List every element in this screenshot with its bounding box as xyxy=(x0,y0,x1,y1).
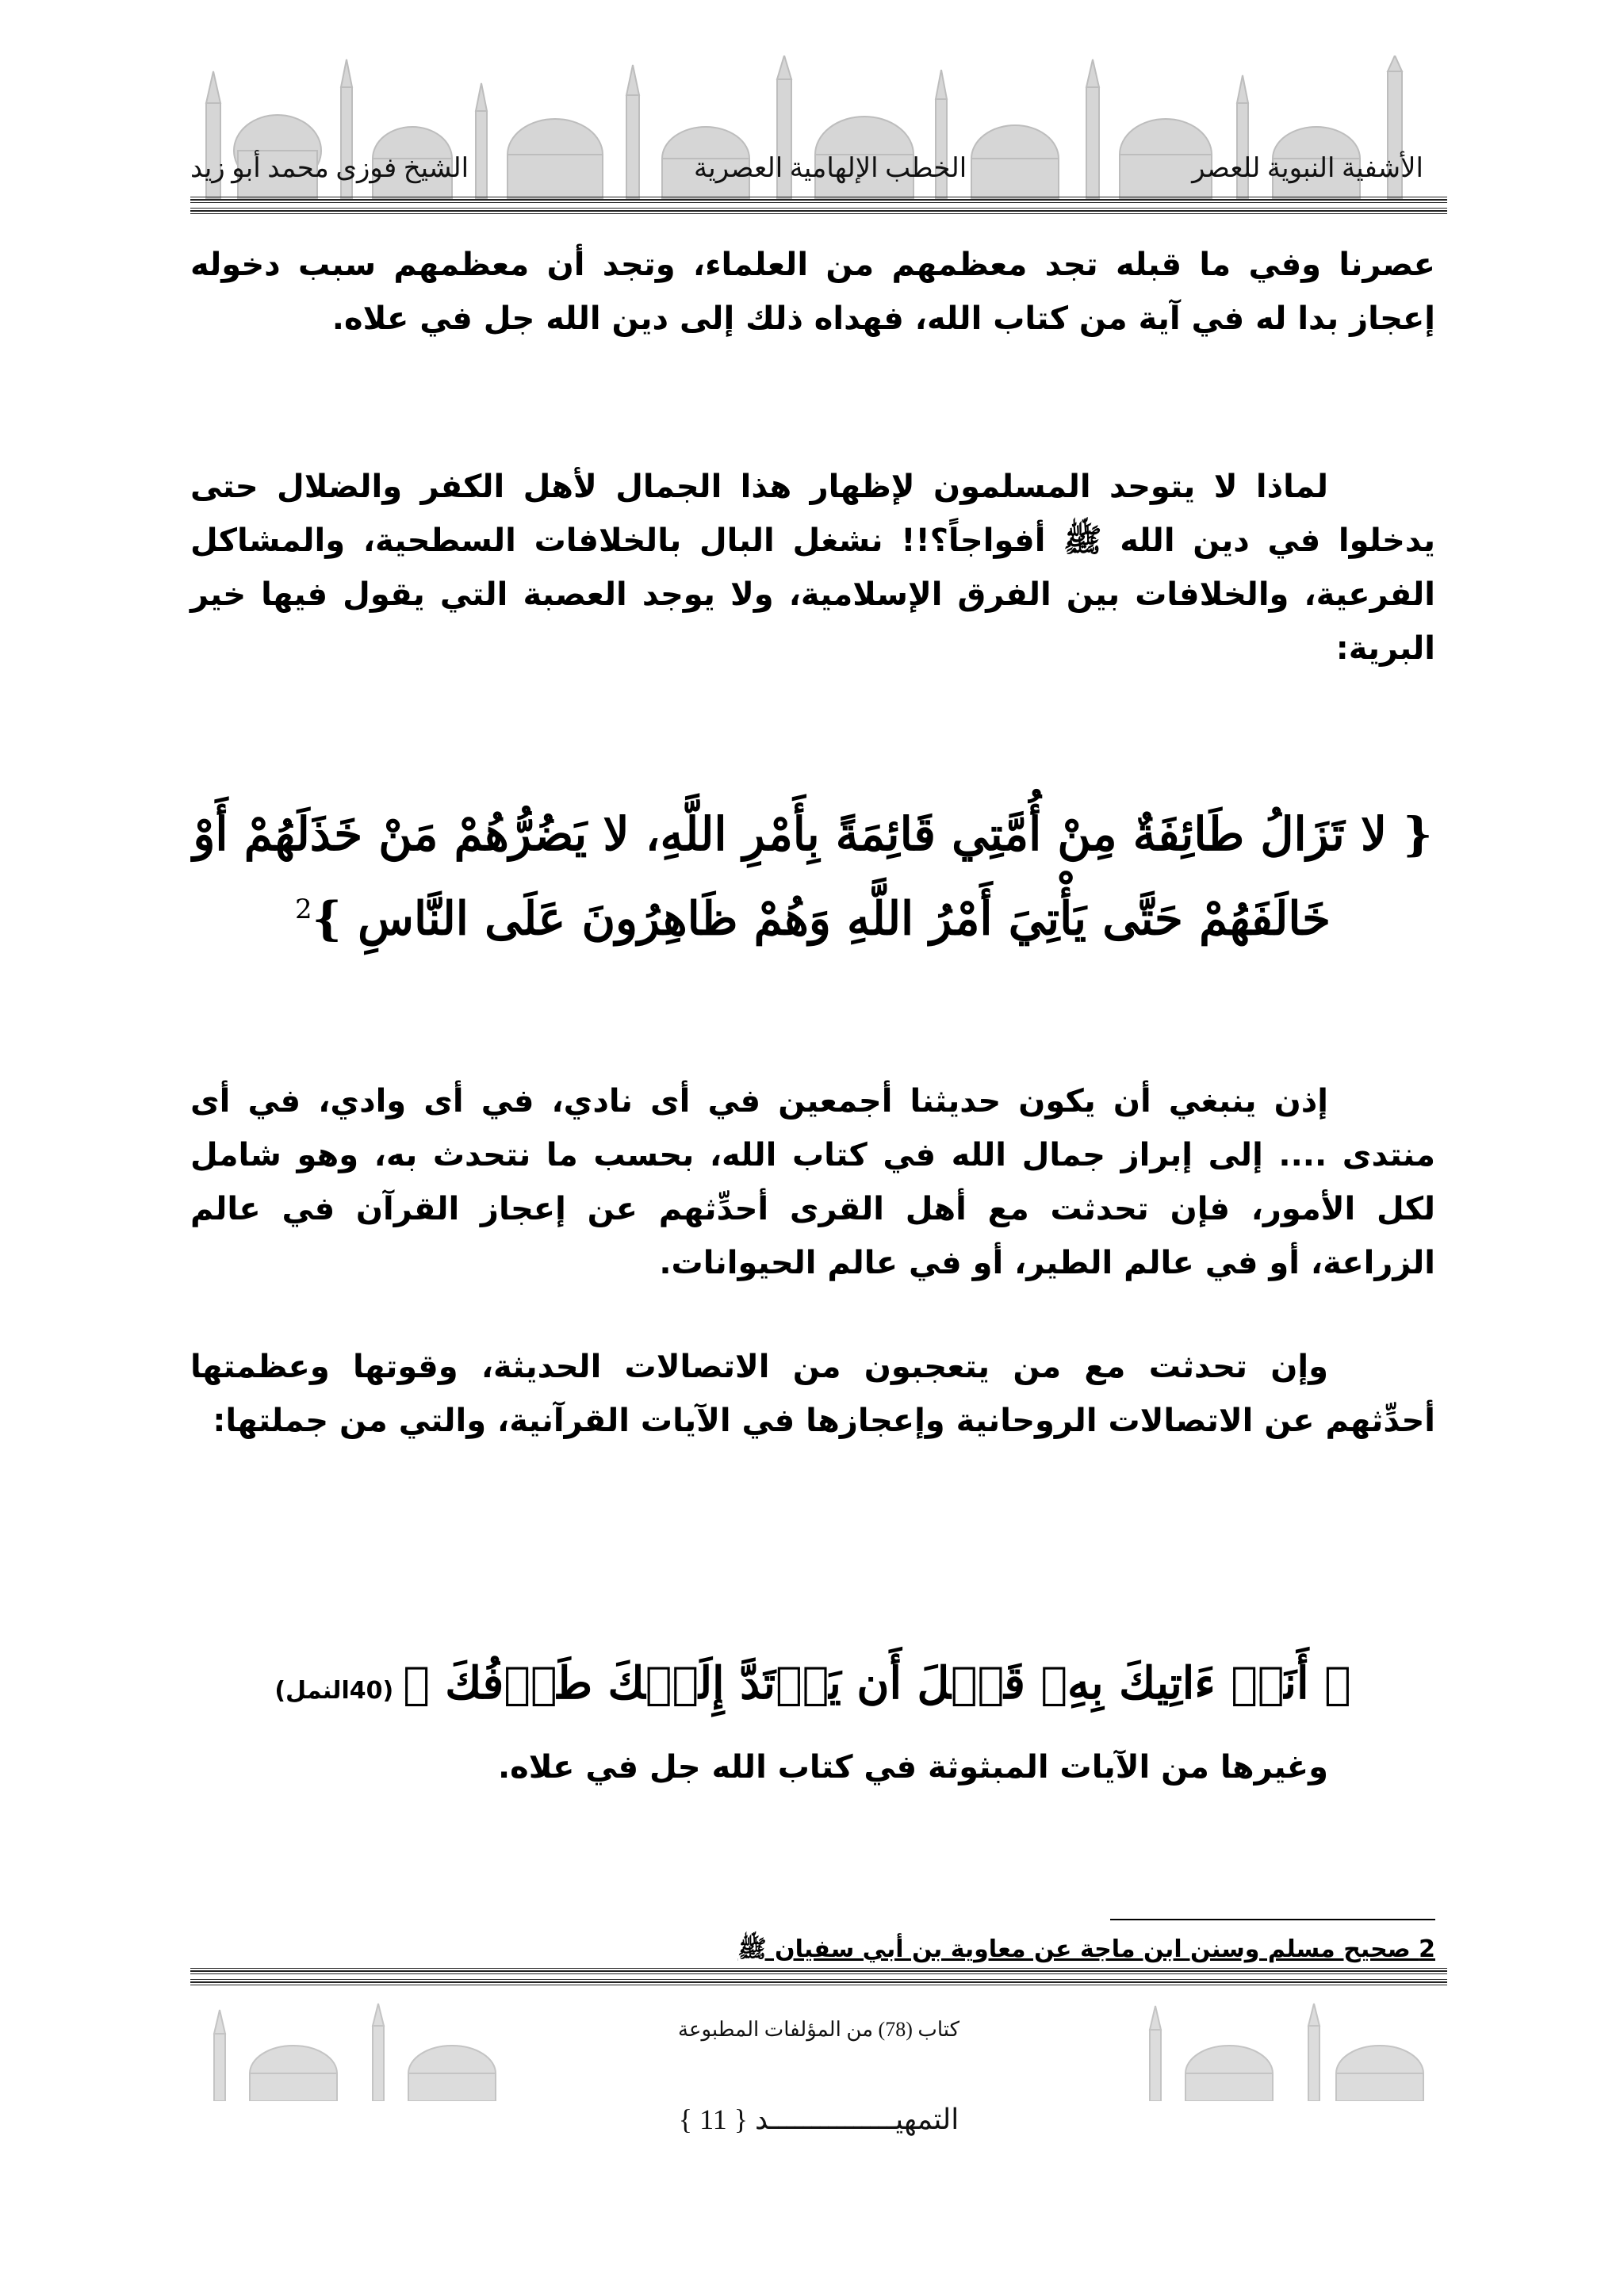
paragraph-1: عصرنا وفي ما قبله تجد معظمهم من العلماء، وتجد أن معظمهم سبب دخوله إعجاز بدا له في آية من كتاب الله، فهداه ذلك إلى دين الله جل في علاه. xyxy=(190,247,1435,337)
paragraph-5: وغيرها من الآيات المبثوثة في كتاب الله جل في علاه. xyxy=(497,1749,1328,1786)
hadith-quote xyxy=(190,797,1435,956)
verse-text: ﴿ أَنَا۠ ءَاتِيكَ بِهِۦ قَبۡلَ أَن يَرۡتَدَّ إِلَيۡكَ طَرۡفُكَ ﴾ xyxy=(403,1657,1351,1709)
footer-mosque-banner xyxy=(190,2002,1447,2101)
header-series-title: الخطب الإلهامية العصرية xyxy=(694,154,967,183)
hadith-text: { لا تَزَالُ طَائِفَةٌ مِنْ أُمَّتِي قَائِمَةً بِأَمْرِ اللَّهِ، لا يَضُرُّهُمْ مَنْ خَذَلَهُمْ أَوْ خَالَفَهُمْ حَتَّى يَأْتِيَ أَمْرُ اللَّهِ وَهُمْ ظَاهِرُونَ عَلَى النَّاسِ } xyxy=(193,807,1433,946)
footer-page-line xyxy=(190,2103,1447,2136)
section-name: التمهيـــــــــــــــد xyxy=(755,2104,959,2135)
footer-book-line: كتاب (78) من المؤلفات المطبوعة xyxy=(678,2018,959,2041)
page-number: { 11 } xyxy=(678,2104,749,2135)
footnote-marker[interactable]: 2 xyxy=(295,894,312,925)
paragraph-3: إذن ينبغي أن يكون حديثنا أجمعين في أى نادي، في أى وادي، في أى منتدى .... إلى إبراز جمال الله في كتاب الله، بحسب ما نتحدث به، وهو شامل لكل الأمور، فإن تحدثت مع أهل القرى أحدِّثهم عن إعجاز القرآن في عالم الزراعة، أو في عالم الطير، أو في عالم الحيوانات. xyxy=(190,1083,1435,1281)
footnote-separator xyxy=(1110,1919,1435,1920)
header-divider-2 xyxy=(190,208,1447,214)
paragraph-2: لماذا لا يتوحد المسلمون لإظهار هذا الجمال لأهل الكفر والضلال حتى يدخلوا في دين الله ﷺ أفواجاً؟!! نشغل البال بالخلافات السطحية، والمشاكل الفرعية، والخلافات بين الفرق الإسلامية، ولا يوجد العصبة التي يقول فيها خير البرية: xyxy=(190,469,1435,667)
footer-divider-2 xyxy=(190,1979,1447,1985)
paragraph-4: وإن تحدثت مع من يتعجبون من الاتصالات الحديثة، وقوتها وعظمتها أحدِّثهم عن الاتصالات الروحانية وإعجازها في الآيات القرآنية، والتي من جملتها: xyxy=(190,1349,1435,1439)
running-header xyxy=(190,149,1435,187)
quran-verse xyxy=(190,1657,1435,1709)
footer-divider xyxy=(190,1968,1447,1974)
header-author: الشيخ فوزى محمد أبو زيد xyxy=(190,154,469,183)
header-book-title: الأشفية النبوية للعصر xyxy=(1192,154,1423,183)
verse-reference: (40النمل) xyxy=(274,1677,394,1705)
header-divider xyxy=(190,197,1447,203)
footnote-text: 2 صحيح مسلم وسنن ابن ماجة عن معاوية بن أبي سفيان ﷺ xyxy=(737,1935,1435,1963)
